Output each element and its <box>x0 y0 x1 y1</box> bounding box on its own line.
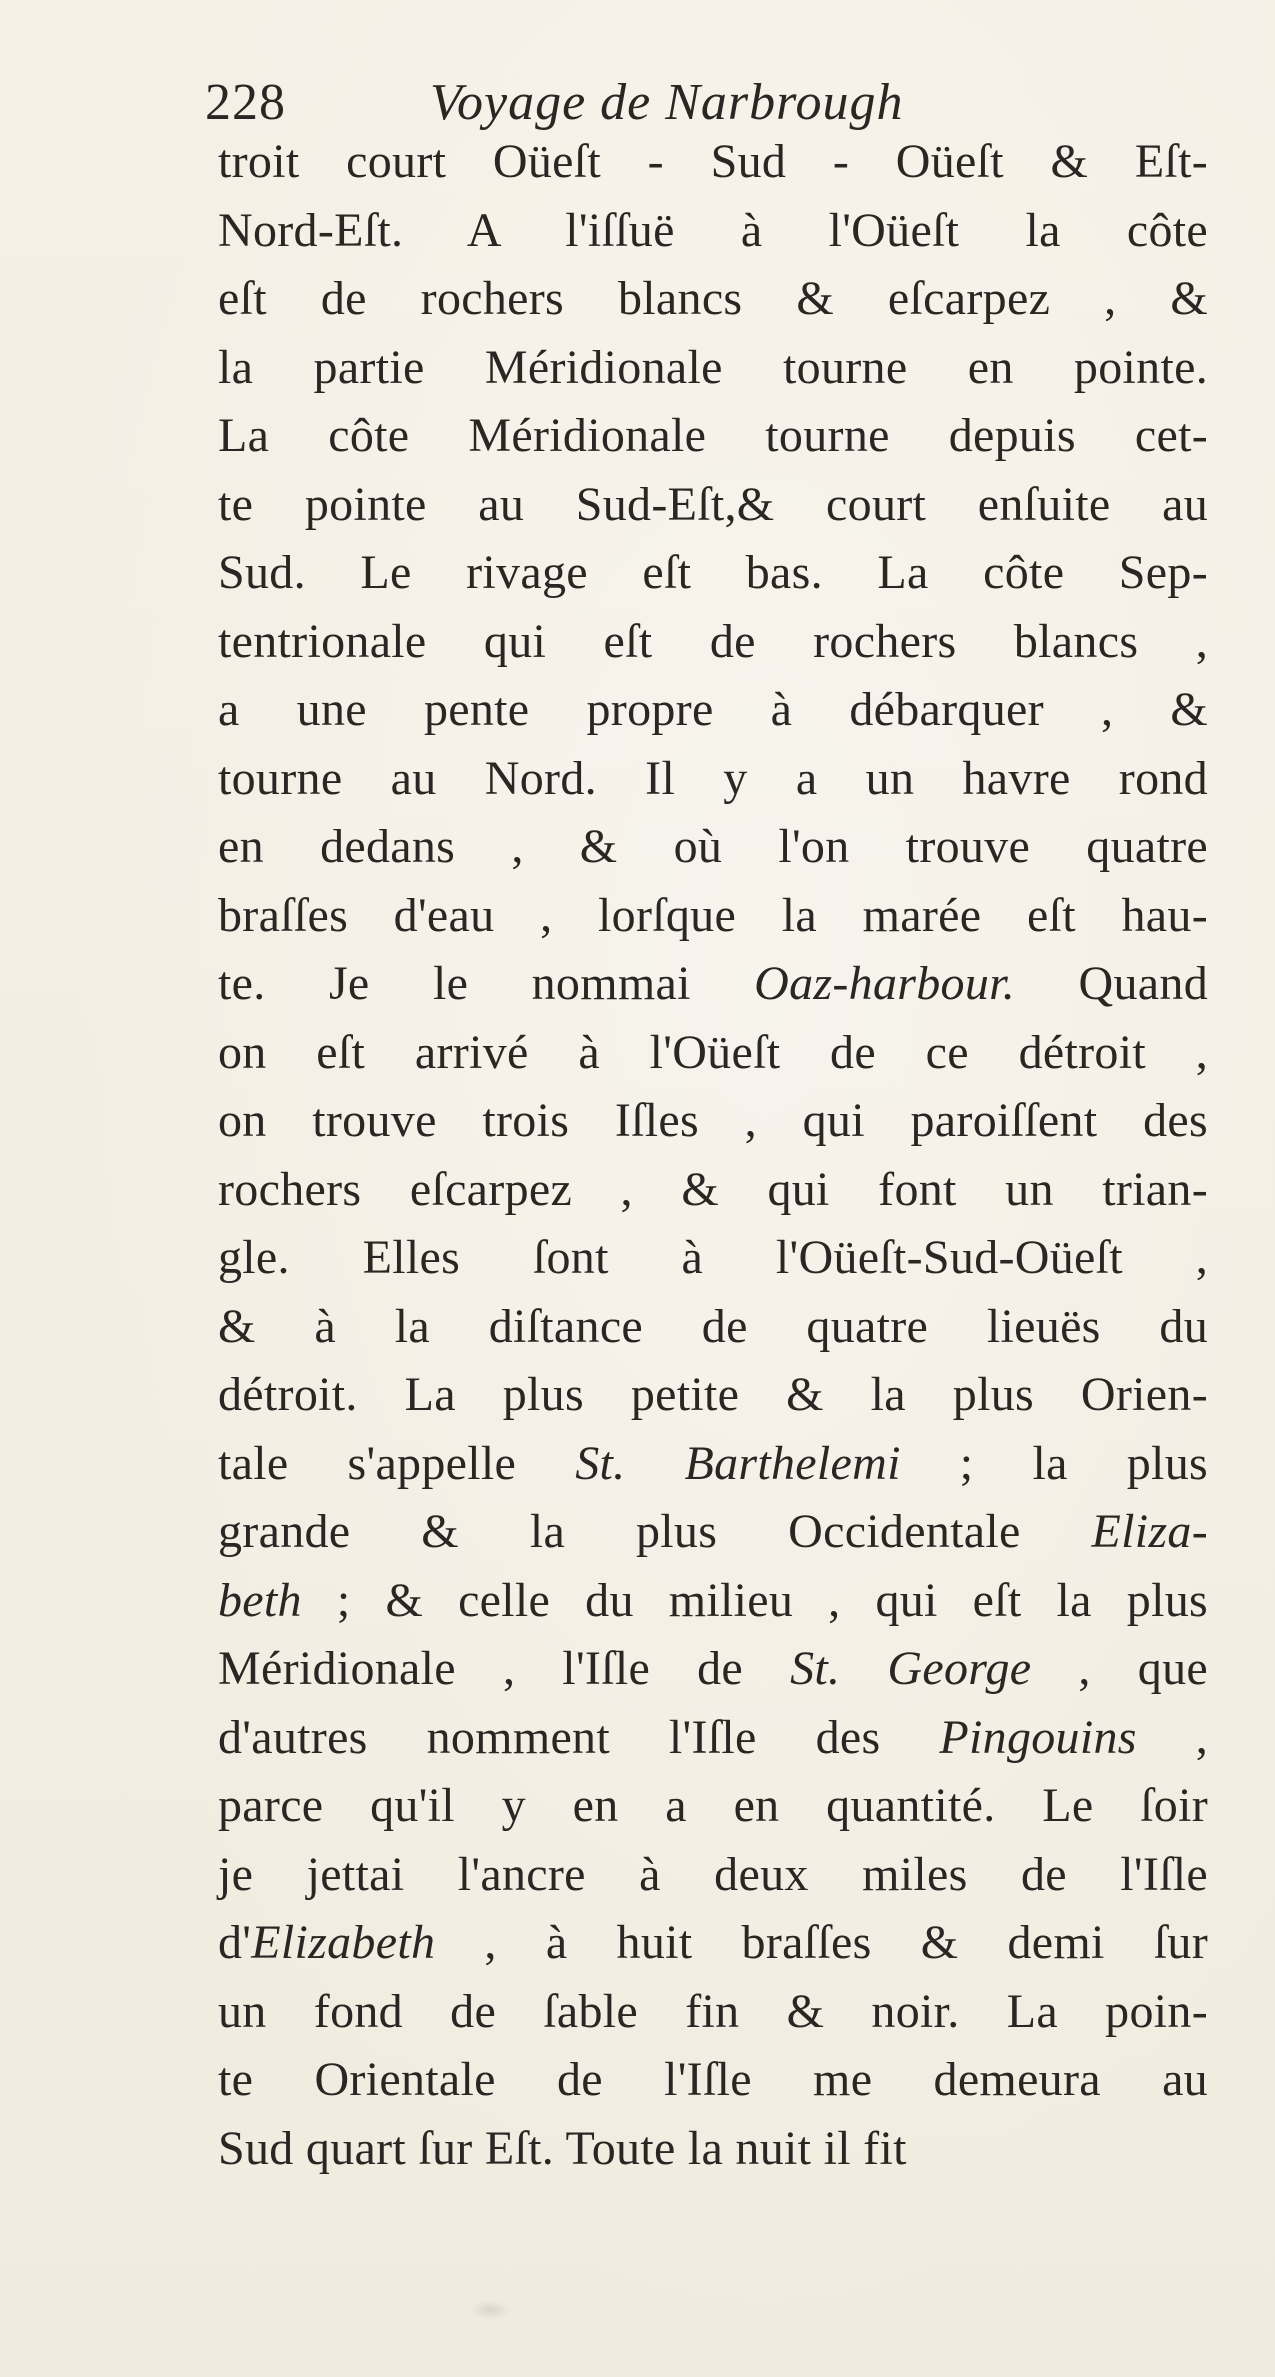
italic-text: Eliza- <box>1091 1505 1208 1558</box>
text-segment: la partie Méridionale tourne en pointe. <box>218 340 1208 394</box>
text-line <box>218 1087 1208 1156</box>
text-segment: te Orientale de l'Iſle me demeura au <box>218 2053 1208 2106</box>
text-line <box>218 1293 1208 1362</box>
text-line <box>218 1224 1208 1293</box>
text-line <box>218 471 1208 540</box>
text-line <box>218 402 1208 471</box>
text-segment: détroit. La plus petite & la plus Orien- <box>218 1368 1208 1421</box>
running-title: Voyage de Narbrough <box>430 74 904 131</box>
text-segment: ; la plus <box>900 1436 1208 1490</box>
text-segment: rochers eſcarpez , & qui font un trian- <box>218 1162 1208 1216</box>
text-line <box>218 265 1208 334</box>
text-segment: en dedans , & où l'on trouve quatre <box>218 820 1208 873</box>
text-segment: & à la diſtance de quatre lieuës du <box>218 1299 1208 1353</box>
text-segment: te. Je le nommai <box>218 957 755 1010</box>
text-line <box>218 813 1208 882</box>
text-segment: tentrionale qui eſt de rochers blancs , <box>218 614 1208 668</box>
text-line <box>218 608 1208 677</box>
italic-text: St. George <box>790 1642 1032 1695</box>
text-segment: tale s'appelle <box>218 1436 576 1490</box>
text-line <box>218 197 1208 266</box>
text-line <box>218 539 1208 608</box>
text-line <box>218 128 1208 197</box>
text-segment: te pointe au Sud-Eſt,& court enſuite au <box>218 477 1208 531</box>
ink-smudge <box>470 2300 510 2320</box>
text-segment: a une pente propre à débarquer , & <box>218 683 1208 736</box>
text-line <box>218 1567 1208 1636</box>
text-line <box>218 1635 1208 1704</box>
text-segment: Sud quart ſur Eſt. Toute la nuit il fit <box>218 2121 907 2175</box>
text-segment: Nord-Eſt. A l'iſſuë à l'Oüeſt la côte <box>218 203 1208 257</box>
page-number: 228 <box>205 74 286 131</box>
text-line <box>218 2046 1208 2115</box>
italic-text: Oaz-harbour. <box>754 957 1016 1010</box>
text-segment: , à huit braſſes & demi ſur <box>435 1916 1208 1969</box>
text-segment: , que <box>1031 1642 1209 1695</box>
text-line <box>218 745 1208 814</box>
text-line <box>218 1772 1208 1841</box>
text-segment: un fond de ſable fin & noir. La poin- <box>218 1984 1208 2038</box>
text-segment: gle. Elles ſont à l'Oüeſt-Sud-Oüeſt , <box>218 1231 1208 1284</box>
text-line <box>218 1841 1208 1910</box>
text-segment: troit court Oüeſt - Sud - Oüeſt & Eſt- <box>218 135 1208 188</box>
italic-text: beth <box>218 1573 302 1627</box>
text-line <box>218 1156 1208 1225</box>
italic-text: Elizabeth <box>251 1916 436 1969</box>
text-segment: d'autres nomment l'Iſle des <box>218 1710 940 1764</box>
text-line <box>218 950 1208 1019</box>
italic-text: St. Barthelemi <box>575 1436 901 1490</box>
text-line <box>218 676 1208 745</box>
text-line <box>218 1978 1208 2047</box>
text-line <box>218 1019 1208 1088</box>
text-segment: je jettai l'ancre à deux miles de l'Iſle <box>218 1847 1208 1901</box>
body-text <box>218 128 1208 2183</box>
text-line <box>218 1361 1208 1430</box>
text-segment: on eſt arrivé à l'Oüeſt de ce détroit , <box>218 1025 1208 1079</box>
italic-text: Pingouins <box>939 1710 1137 1764</box>
text-segment: tourne au Nord. Il y a un havre rond <box>218 751 1208 805</box>
text-line <box>218 1909 1208 1978</box>
text-segment: d' <box>218 1916 252 1969</box>
text-line <box>218 334 1208 403</box>
text-line <box>218 1704 1208 1773</box>
text-segment: Quand <box>1015 957 1208 1010</box>
text-segment: La côte Méridionale tourne depuis cet- <box>218 409 1208 462</box>
text-segment: , <box>1136 1710 1208 1764</box>
text-segment: ; & celle du milieu , qui eſt la plus <box>301 1573 1208 1627</box>
text-segment: parce qu'il y en a en quantité. Le ſoir <box>218 1779 1208 1832</box>
text-segment: grande & la plus Occidentale <box>218 1505 1092 1558</box>
text-segment: eſt de rochers blancs & eſcarpez , & <box>218 272 1208 325</box>
text-segment: Méridionale , l'Iſle de <box>218 1642 791 1695</box>
text-line <box>218 1430 1208 1499</box>
text-segment: Sud. Le rivage eſt bas. La côte Sep- <box>218 546 1208 599</box>
text-line <box>218 2115 1208 2184</box>
text-line <box>218 1498 1208 1567</box>
text-line <box>218 882 1208 951</box>
text-segment: on trouve trois Iſles , qui paroiſſent des <box>218 1094 1208 1147</box>
text-segment: braſſes d'eau , lorſque la marée eſt hau- <box>218 888 1208 942</box>
